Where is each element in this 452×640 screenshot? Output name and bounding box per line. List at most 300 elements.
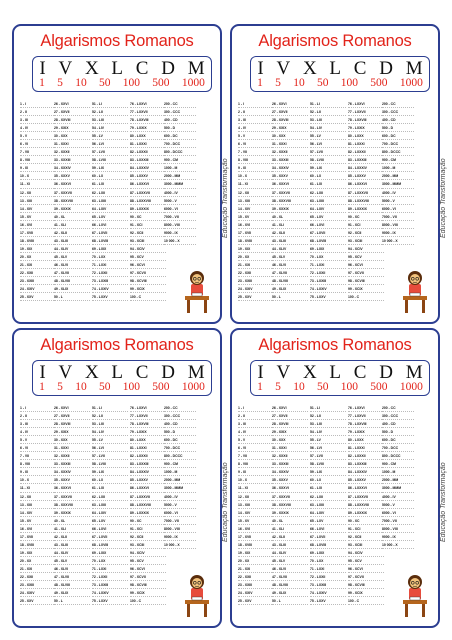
- numeral-entry: 100 - C: [348, 597, 384, 605]
- numeral-entry: 74 - LXXIV: [92, 285, 128, 293]
- numeral-entry: 55 - LV: [92, 436, 128, 444]
- numeral-entry: 2000 - MM: [382, 172, 414, 180]
- numeral-entry: 60 - LX: [310, 476, 346, 484]
- numeral-entry: 14 - XIV: [238, 205, 274, 213]
- numeral-entry: 87 - LXXXVII: [130, 493, 166, 501]
- numeral-entry: 15 - XV: [20, 517, 56, 525]
- symbol-letter: M: [405, 362, 423, 383]
- numeral-entry: 52 - LII: [310, 412, 346, 420]
- numeral-entry: 18 - XVIII: [20, 541, 56, 549]
- numeral-entry: 98 - XCVIII: [348, 277, 384, 285]
- symbol-letter: C: [353, 58, 367, 79]
- numeral-entry: 81 - LXXXI: [348, 444, 384, 452]
- numeral-entry: 43 - XLIII: [54, 237, 90, 245]
- numerals-table: [238, 100, 414, 318]
- numeral-entry: 42 - XLII: [54, 533, 90, 541]
- numeral-entry: 77 - LXXVII: [130, 108, 166, 116]
- numeral-entry: 72 - LXXII: [310, 269, 346, 277]
- numeral-entry: 500 - D: [164, 124, 196, 132]
- numeral-entry: 17 - XVII: [20, 229, 56, 237]
- numeral-entry: 7 - VII: [20, 148, 56, 156]
- numeral-entry: 72 - LXXII: [310, 573, 346, 581]
- numeral-entry: 53 - LIII: [92, 116, 128, 124]
- numeral-entry: 82 - LXXXII: [130, 452, 166, 460]
- numeral-entry: 85 - LXXXV: [130, 172, 166, 180]
- numeral-entry: 400 - CD: [382, 116, 414, 124]
- numeral-entry: 2 - II: [238, 412, 274, 420]
- numeral-entry: 50 - L: [272, 597, 308, 605]
- numeral-entry: 64 - LXIV: [310, 205, 346, 213]
- numeral-entry: 71 - LXXI: [92, 565, 128, 573]
- numeral-entry: 300 - CCC: [382, 108, 414, 116]
- numeral-entry: 500 - D: [164, 428, 196, 436]
- numeral-entry: 9 - IX: [238, 164, 274, 172]
- symbol-letter: M: [405, 58, 423, 79]
- numeral-entry: 56 - LVI: [310, 444, 346, 452]
- numeral-entry: 39 - XXXIX: [54, 509, 90, 517]
- numeral-entry: 200 - CC: [382, 404, 414, 412]
- numeral-entry: 4000 - IV: [164, 189, 196, 197]
- numeral-entry: 18 - XVIII: [20, 237, 56, 245]
- numeral-entry: 75 - LXXV: [310, 293, 346, 301]
- numeral-entry: 77 - LXXVII: [348, 412, 384, 420]
- numeral-entry: 85 - LXXXV: [348, 476, 384, 484]
- numeral-entry: 89 - LXXXIX: [130, 509, 166, 517]
- numeral-entry: 1 - I: [20, 100, 56, 108]
- numeral-entry: 300 - CCC: [164, 108, 196, 116]
- numeral-entry: 500 - D: [382, 428, 414, 436]
- numeral-entry: 75 - LXXV: [92, 293, 128, 301]
- symbol-letter: C: [135, 58, 149, 79]
- symbol-value: 1000: [399, 381, 423, 393]
- numeral-entry: 18 - XVIII: [238, 541, 274, 549]
- numeral-entry: 16 - XVI: [20, 525, 56, 533]
- numeral-entry: 76 - LXXVI: [130, 100, 166, 108]
- roman-numerals-card: [230, 24, 447, 324]
- numeral-entry: 63 - LXIII: [310, 197, 346, 205]
- numeral-entry: 30 - XXX: [272, 436, 308, 444]
- numeral-entry: 300 - CCC: [382, 412, 414, 420]
- numeral-entry: 93 - XCIII: [348, 541, 384, 549]
- numeral-entry: 500 - D: [382, 124, 414, 132]
- numeral-entry: 37 - XXXVII: [272, 189, 308, 197]
- numeral-entry: 22 - XXII: [20, 269, 56, 277]
- numeral-entry: 5 - V: [238, 436, 274, 444]
- numeral-entry: 800 - DCCC: [382, 148, 414, 156]
- numeral-entry: 6 - VI: [20, 140, 56, 148]
- numeral-entry: 68 - LXVIII: [92, 237, 128, 245]
- numeral-entry: 99 - XCIX: [348, 589, 384, 597]
- numeral-entry: 48 - XLVIII: [272, 277, 308, 285]
- symbol-letter: I: [39, 58, 46, 79]
- numeral-entry: 48 - XLVIII: [54, 581, 90, 589]
- numeral-entry: 82 - LXXXII: [348, 452, 384, 460]
- numeral-entry: 39 - XXXIX: [272, 509, 308, 517]
- student-at-desk-illustration: [182, 570, 212, 618]
- numeral-entry: 36 - XXXVI: [272, 484, 308, 492]
- numeral-entry: 91 - XCI: [348, 221, 384, 229]
- numeral-entry: 4 - IV: [238, 124, 274, 132]
- numeral-entry: 26 - XXVI: [54, 404, 90, 412]
- numeral-entry: 23 - XXIII: [20, 277, 56, 285]
- numeral-entry: 55 - LV: [310, 132, 346, 140]
- numerals-column: [164, 100, 196, 245]
- numeral-entry: 46 - XLVI: [272, 565, 308, 573]
- symbol-value: 10: [75, 77, 87, 89]
- numeral-entry: 6 - VI: [238, 140, 274, 148]
- numeral-entry: 5 - V: [20, 436, 56, 444]
- numeral-entry: 38 - XXXVIII: [54, 197, 90, 205]
- numeral-entry: 6000 - VI: [382, 205, 414, 213]
- numeral-entry: 25 - XXV: [238, 293, 274, 301]
- numeral-entry: 20 - XX: [238, 253, 274, 261]
- numeral-entry: 78 - LXXVIII: [130, 420, 166, 428]
- numeral-entry: 19 - XIX: [238, 245, 274, 253]
- numeral-entry: 97 - XCVII: [130, 573, 166, 581]
- numeral-entry: 88 - LXXXVIII: [130, 197, 166, 205]
- numeral-entry: 9000 - IX: [164, 533, 196, 541]
- numeral-entry: 3 - III: [238, 116, 274, 124]
- numeral-entry: 44 - XLIV: [272, 549, 308, 557]
- numeral-entry: 12 - XII: [238, 493, 274, 501]
- numeral-entry: 100 - C: [130, 597, 166, 605]
- numeral-entry: 85 - LXXXV: [348, 172, 384, 180]
- symbol-letter: L: [111, 58, 124, 79]
- numeral-entry: 65 - LXV: [310, 213, 346, 221]
- symbol-values: [251, 381, 429, 393]
- numeral-entry: 23 - XXIII: [238, 581, 274, 589]
- numeral-entry: 6000 - VI: [164, 205, 196, 213]
- numeral-entry: 58 - LVIII: [310, 460, 346, 468]
- numeral-entry: 52 - LII: [92, 108, 128, 116]
- numeral-entry: 64 - LXIV: [92, 509, 128, 517]
- numeral-entry: 45 - XLV: [272, 253, 308, 261]
- numeral-entry: 70 - LXX: [92, 557, 128, 565]
- numerals-column: [54, 404, 90, 605]
- symbol-letter: X: [84, 362, 99, 383]
- numeral-entry: 7 - VII: [238, 148, 274, 156]
- numeral-entry: 42 - XLII: [54, 229, 90, 237]
- numeral-entry: 93 - XCIII: [130, 541, 166, 549]
- numeral-entry: 800 - DCCC: [382, 452, 414, 460]
- numeral-entry: 42 - XLII: [272, 229, 308, 237]
- numeral-entry: 69 - LXIX: [310, 549, 346, 557]
- symbol-letter: I: [257, 58, 264, 79]
- numeral-entry: 36 - XXXVI: [54, 180, 90, 188]
- symbol-letter: L: [329, 58, 342, 79]
- numeral-entry: 62 - LXII: [310, 493, 346, 501]
- numeral-entry: 92 - XCII: [130, 533, 166, 541]
- numeral-entry: 99 - XCIX: [130, 589, 166, 597]
- numeral-entry: 91 - XCI: [130, 525, 166, 533]
- numeral-entry: 68 - LXVIII: [310, 541, 346, 549]
- numeral-entry: 2000 - MM: [382, 476, 414, 484]
- numeral-entry: 400 - CD: [382, 420, 414, 428]
- numeral-entry: 99 - XCIX: [348, 285, 384, 293]
- numeral-entry: 62 - LXII: [92, 189, 128, 197]
- numeral-entry: 53 - LIII: [310, 420, 346, 428]
- numeral-entry: 96 - XCVI: [130, 261, 166, 269]
- numeral-entry: 29 - XXIX: [272, 124, 308, 132]
- numeral-entry: 77 - LXXVII: [130, 412, 166, 420]
- numeral-entry: 37 - XXXVII: [54, 493, 90, 501]
- numeral-entry: 79 - LXXIX: [348, 428, 384, 436]
- symbol-value: 50: [98, 77, 111, 89]
- numeral-entry: 17 - XVII: [238, 229, 274, 237]
- numeral-entry: 34 - XXXIV: [54, 164, 90, 172]
- numeral-entry: 6 - VI: [238, 444, 274, 452]
- numeral-entry: 50 - L: [272, 293, 308, 301]
- numeral-entry: 31 - XXXI: [272, 140, 308, 148]
- numeral-entry: 67 - LXVII: [92, 533, 128, 541]
- numeral-entry: 5000 - V: [164, 197, 196, 205]
- numeral-entry: 2 - II: [20, 108, 56, 116]
- numeral-entry: 61 - LXI: [92, 180, 128, 188]
- numeral-entry: 51 - LI: [310, 404, 346, 412]
- symbol-value: 50: [316, 77, 329, 89]
- numeral-entry: 57 - LVII: [92, 452, 128, 460]
- numeral-entry: 94 - XCIV: [130, 245, 166, 253]
- numeral-entry: 13 - XIII: [238, 197, 274, 205]
- numeral-entry: 65 - LXV: [92, 517, 128, 525]
- numeral-entry: 54 - LIV: [310, 124, 346, 132]
- symbol-letter: X: [302, 58, 317, 79]
- symbol-letter: D: [161, 362, 175, 383]
- numeral-entry: 31 - XXXI: [54, 140, 90, 148]
- numeral-entry: 89 - LXXXIX: [348, 205, 384, 213]
- numeral-entry: 78 - LXXVIII: [130, 116, 166, 124]
- numeral-entry: 77 - LXXVII: [348, 108, 384, 116]
- numeral-entry: 80 - LXXX: [348, 436, 384, 444]
- numeral-entry: 22 - XXII: [20, 573, 56, 581]
- numeral-entry: 56 - LVI: [92, 140, 128, 148]
- numeral-entry: 64 - LXIV: [310, 509, 346, 517]
- numeral-entry: 24 - XXIV: [20, 589, 56, 597]
- numeral-entry: 8 - VIII: [238, 460, 274, 468]
- symbol-value: 50: [98, 381, 111, 393]
- numeral-entry: 95 - XCV: [348, 557, 384, 565]
- numeral-entry: 35 - XXXV: [54, 172, 90, 180]
- numeral-entry: 43 - XLIII: [272, 237, 308, 245]
- numeral-entry: 54 - LIV: [310, 428, 346, 436]
- numerals-column: [92, 404, 128, 605]
- numeral-entry: 66 - LXVI: [310, 525, 346, 533]
- numeral-entry: 16 - XVI: [238, 525, 274, 533]
- numeral-entry: 90 - XC: [348, 213, 384, 221]
- symbol-value: 10: [293, 381, 305, 393]
- numeral-entry: 88 - LXXXVIII: [348, 501, 384, 509]
- symbol-value: 500: [370, 381, 388, 393]
- numeral-entry: 46 - XLVI: [272, 261, 308, 269]
- numeral-entry: 50 - L: [54, 597, 90, 605]
- numeral-entry: 5000 - V: [164, 501, 196, 509]
- numeral-entry: 89 - LXXXIX: [130, 205, 166, 213]
- numeral-entry: 3000 - MMM: [164, 484, 196, 492]
- numeral-entry: 93 - XCIII: [348, 237, 384, 245]
- numeral-entry: 52 - LII: [310, 108, 346, 116]
- numeral-entry: 9 - IX: [20, 164, 56, 172]
- numeral-entry: 94 - XCIV: [348, 245, 384, 253]
- numeral-entry: 93 - XCIII: [130, 237, 166, 245]
- numeral-entry: 10 000 - X: [164, 237, 196, 245]
- numeral-entry: 9000 - IX: [164, 229, 196, 237]
- numeral-entry: 54 - LIV: [92, 124, 128, 132]
- numeral-entry: 40 - XL: [54, 213, 90, 221]
- numeral-entry: 1000 - M: [382, 468, 414, 476]
- numeral-entry: 41 - XLI: [54, 221, 90, 229]
- numeral-entry: 7 - VII: [238, 452, 274, 460]
- numeral-entry: 21 - XXI: [238, 565, 274, 573]
- numeral-entry: 83 - LXXXIII: [130, 156, 166, 164]
- numeral-entry: 46 - XLVI: [54, 565, 90, 573]
- credit-text: Educação Transformação: [222, 158, 229, 238]
- numeral-entry: 41 - XLI: [54, 525, 90, 533]
- symbols-header-box: [250, 360, 430, 396]
- numeral-entry: 600 - DC: [382, 436, 414, 444]
- numeral-entry: 400 - CD: [164, 420, 196, 428]
- numeral-entry: 33 - XXXIII: [54, 156, 90, 164]
- numeral-entry: 27 - XXVII: [54, 412, 90, 420]
- numerals-column: [382, 404, 414, 549]
- numeral-entry: 4000 - IV: [382, 493, 414, 501]
- card-title: Algarismos Romanos: [258, 32, 412, 50]
- numeral-entry: 10 - X: [20, 172, 56, 180]
- numeral-entry: 3000 - MMM: [382, 484, 414, 492]
- credit-text: Educação Transformação: [222, 462, 229, 542]
- symbol-value: 5: [57, 77, 63, 89]
- numeral-entry: 35 - XXXV: [54, 476, 90, 484]
- numeral-entry: 2 - II: [20, 412, 56, 420]
- numeral-entry: 7000 - VII: [164, 213, 196, 221]
- numeral-entry: 2 - II: [238, 108, 274, 116]
- numeral-entry: 86 - LXXXVI: [130, 484, 166, 492]
- numeral-entry: 34 - XXXIV: [272, 468, 308, 476]
- numeral-entry: 91 - XCI: [348, 525, 384, 533]
- numeral-entry: 22 - XXII: [238, 573, 274, 581]
- numeral-entry: 900 - CM: [164, 156, 196, 164]
- numeral-entry: 8 - VIII: [238, 156, 274, 164]
- numeral-entry: 6 - VI: [20, 444, 56, 452]
- numeral-entry: 45 - XLV: [54, 253, 90, 261]
- numeral-entry: 900 - CM: [382, 156, 414, 164]
- symbol-letter: V: [276, 362, 291, 383]
- numeral-entry: 57 - LVII: [310, 452, 346, 460]
- numeral-entry: 41 - XLI: [272, 221, 308, 229]
- numeral-entry: 10 - X: [238, 476, 274, 484]
- numeral-entry: 13 - XIII: [238, 501, 274, 509]
- numeral-entry: 89 - LXXXIX: [348, 509, 384, 517]
- numerals-column: [382, 100, 414, 245]
- numeral-entry: 96 - XCVI: [348, 261, 384, 269]
- numeral-entry: 59 - LIX: [310, 468, 346, 476]
- numeral-entry: 76 - LXXVI: [348, 404, 384, 412]
- numeral-entry: 42 - XLII: [272, 533, 308, 541]
- numeral-entry: 24 - XXIV: [20, 285, 56, 293]
- numeral-entry: 2000 - MM: [164, 172, 196, 180]
- card-title: Algarismos Romanos: [40, 32, 194, 50]
- numeral-entry: 61 - LXI: [310, 180, 346, 188]
- numeral-entry: 43 - XLIII: [272, 541, 308, 549]
- numeral-entry: 23 - XXIII: [238, 277, 274, 285]
- numeral-entry: 70 - LXX: [310, 557, 346, 565]
- symbol-letter: M: [187, 58, 205, 79]
- numerals-column: [20, 100, 56, 301]
- numeral-entry: 30 - XXX: [54, 132, 90, 140]
- numeral-entry: 19 - XIX: [20, 549, 56, 557]
- symbol-letter: L: [111, 362, 124, 383]
- numeral-entry: 19 - XIX: [20, 245, 56, 253]
- numeral-entry: 78 - LXXVIII: [348, 420, 384, 428]
- numeral-entry: 12 - XII: [238, 189, 274, 197]
- numeral-entry: 35 - XXXV: [272, 476, 308, 484]
- numeral-entry: 92 - XCII: [348, 533, 384, 541]
- numeral-entry: 13 - XIII: [20, 501, 56, 509]
- numeral-entry: 17 - XVII: [20, 533, 56, 541]
- numeral-entry: 11 - XI: [20, 484, 56, 492]
- numeral-entry: 55 - LV: [310, 436, 346, 444]
- numeral-entry: 3 - III: [20, 420, 56, 428]
- symbol-value: 100: [122, 381, 141, 393]
- numeral-entry: 65 - LXV: [92, 213, 128, 221]
- symbol-values: [33, 381, 211, 393]
- numeral-entry: 10 000 - X: [164, 541, 196, 549]
- numeral-entry: 63 - LXIII: [310, 501, 346, 509]
- numeral-entry: 200 - CC: [164, 404, 196, 412]
- numeral-entry: 71 - LXXI: [92, 261, 128, 269]
- numeral-entry: 66 - LXVI: [310, 221, 346, 229]
- numeral-entry: 69 - LXIX: [92, 549, 128, 557]
- numeral-entry: 99 - XCIX: [130, 285, 166, 293]
- numeral-entry: 95 - XCV: [130, 253, 166, 261]
- numeral-entry: 9000 - IX: [382, 229, 414, 237]
- numeral-entry: 38 - XXXVIII: [272, 197, 308, 205]
- numeral-entry: 9000 - IX: [382, 533, 414, 541]
- numeral-entry: 4000 - IV: [164, 493, 196, 501]
- symbol-value: 500: [370, 77, 388, 89]
- numeral-entry: 7000 - VII: [382, 517, 414, 525]
- numeral-entry: 82 - LXXXII: [130, 148, 166, 156]
- numerals-column: [164, 404, 196, 549]
- numeral-entry: 1 - I: [20, 404, 56, 412]
- numeral-entry: 87 - LXXXVII: [130, 189, 166, 197]
- numeral-entry: 31 - XXXI: [272, 444, 308, 452]
- numeral-entry: 33 - XXXIII: [272, 460, 308, 468]
- numeral-entry: 10 000 - X: [382, 541, 414, 549]
- numeral-entry: 95 - XCV: [130, 557, 166, 565]
- symbol-value: 5: [57, 381, 63, 393]
- numeral-entry: 39 - XXXIX: [272, 205, 308, 213]
- numeral-entry: 43 - XLIII: [54, 541, 90, 549]
- numeral-entry: 34 - XXXIV: [54, 468, 90, 476]
- numeral-entry: 90 - XC: [130, 213, 166, 221]
- numeral-entry: 30 - XXX: [272, 132, 308, 140]
- numeral-entry: 71 - LXXI: [310, 565, 346, 573]
- credit-text: Educação Transformação: [440, 158, 447, 238]
- symbol-value: 1000: [181, 77, 205, 89]
- numeral-entry: 76 - LXXVI: [130, 404, 166, 412]
- numeral-entry: 28 - XXVIII: [272, 420, 308, 428]
- symbol-letter: V: [276, 58, 291, 79]
- numeral-entry: 40 - XL: [54, 517, 90, 525]
- numeral-entry: 92 - XCII: [348, 229, 384, 237]
- numeral-entry: 5000 - V: [382, 501, 414, 509]
- numeral-entry: 66 - LXVI: [92, 525, 128, 533]
- numeral-entry: 98 - XCVIII: [130, 277, 166, 285]
- numerals-column: [272, 404, 308, 605]
- numeral-entry: 1000 - M: [382, 164, 414, 172]
- numeral-entry: 76 - LXXVI: [348, 100, 384, 108]
- numeral-entry: 61 - LXI: [92, 484, 128, 492]
